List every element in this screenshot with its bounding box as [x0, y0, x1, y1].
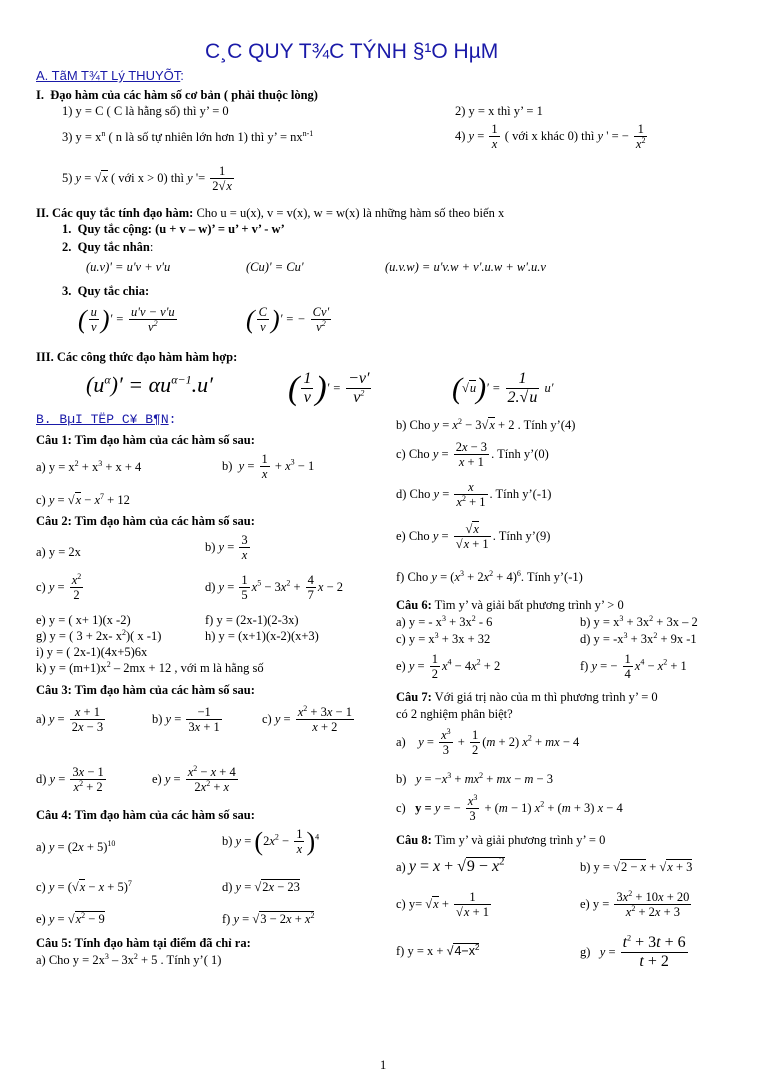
section-3-heading: III. Các công thức đạo hàm hàm hợp: — [36, 350, 238, 364]
q4-a: a) $y = (2x + 5)^{10}$ — [36, 838, 116, 854]
q3-d: d) y = $\frac{3x - 1}{x^2 + 2}$ — [36, 765, 104, 795]
q5-b: b) Cho $y = x^2 - 3√x + 2$ . Tính y’(4) — [396, 416, 576, 432]
q2-g: g) y = ( 3 + 2x- $x^2$)( x -1) — [36, 627, 162, 643]
q5-f: f) Cho $y = (x^3 + 2x^2 + 4)^6$. Tính y’(-1) — [396, 568, 583, 584]
q4-c: c) $y = (√x - x + 5)^7$ — [36, 878, 132, 894]
q3-a: a) y = $\frac{x + 1}{2x - 3}$ — [36, 705, 104, 735]
q7-desc-2: có 2 nghiệm phân biệt? — [396, 707, 513, 721]
q7-title: Câu 7: Với giá trị nào của m thì phương trình y’ = 0 — [396, 690, 658, 704]
q5-title: Câu 5: Tính đạo hàm tại điểm đã chỉ ra: — [36, 936, 251, 950]
quotient-formula-1: ( $\frac{u}{v}$ )′ = $\frac{u'v - v'u}{v^2}$ — [78, 304, 175, 335]
section-1-heading: I. Đạo hàm của các hàm số cơ bản ( phải thuộc lòng) — [36, 88, 318, 102]
rule-5: 5) y = √x ( với x > 0) thì y '= $\frac{1}{2√x}$ — [62, 164, 232, 194]
q2-d: d) y = $\frac{1}{5}$ $x^5 - 3x^2$ + $\frac{4}{7}$ x − 2 — [205, 573, 344, 603]
q4-title: Câu 4: Tìm đạo hàm của các hàm số sau: — [36, 808, 255, 822]
part-a-heading: A. TãM T¾T Lý THUYÕT: — [36, 68, 184, 83]
q3-e: e) y = $\frac{x^2 - x + 4}{2x^2 + x}$ — [152, 763, 236, 795]
chain-formula-reciprocal: ( $\frac{1}{v}$ )′ = $\frac{-v'}{v^2}$ — [288, 369, 370, 407]
q1-c: c) $y = √x - x^7 + 12$ — [36, 491, 130, 507]
q6-c: c) $y = x^3 + 3x + 32$ — [396, 630, 491, 646]
rule-2: 2) y = x thì y’ = 1 — [455, 104, 543, 118]
product-formula-2: (Cu)' = Cu' — [246, 260, 304, 274]
page-number: 1 — [380, 1058, 387, 1072]
q1-b: b) y = $\frac{1}{x}$ + $x^3 - 1$ — [222, 452, 315, 482]
quotient-formula-2: ( $\frac{C}{v}$ )′ = − $\frac{Cv'}{v^2}$ — [246, 304, 330, 335]
q5-c: c) Cho y = $\frac{2x - 3}{x + 1}$ . Tính y’(0) — [396, 440, 549, 470]
page-title: C¸C QUY T¾C TÝNH §¹O HµM — [205, 40, 499, 63]
q2-c: c) y = $\frac{x^2}{2}$ — [36, 571, 82, 603]
product-formula-3: (u.v.w) = u'v.w + v'.u.w + w'.u.v — [385, 260, 546, 274]
q7-c: c) y = y = − $\frac{x^3}{3}$ + (m − 1) $x^2 + (m + 3) x - 4$ — [396, 792, 623, 824]
q8-g: g) y = $\frac{t^2 + 3t + 6}{t + 2}$ — [580, 933, 686, 971]
q4-d: d) y = √2x − 23 — [222, 880, 300, 894]
q4-f: f) $y = √3 - 2x + x^2$ — [222, 910, 315, 926]
chain-formula-sqrt: (√u)′ = $\frac{1}{2.√u}$ u′ — [452, 370, 554, 407]
q6-f: f) y = − $\frac{1}{4}$ $x^4 - x^2 + 1$ — [580, 652, 687, 682]
q8-c: c) y= √x + $\frac{1}{√x + 1}$ — [396, 890, 490, 920]
q3-c: c) y = $\frac{x^2 + 3x - 1}{x + 2}$ — [262, 703, 352, 735]
q4-b: b) $y = (2x^2$ − $\frac{1}{x}$ )$^4$ — [222, 826, 320, 857]
chain-formula-power: $(u^\alpha)' = \alpha u^{\alpha-1}.u'$ — [86, 372, 213, 397]
product-formula-1: (u.v)' = u'v + v'u — [86, 260, 171, 274]
rule-product-heading: 2. Quy tắc nhân: — [62, 240, 154, 254]
q2-f: f) y = (2x-1)(2-3x) — [205, 613, 299, 627]
q8-b: b) y = √2 − x + √x + 3 — [580, 860, 693, 874]
q2-e: e) y = ( x+ 1)(x -2) — [36, 613, 131, 627]
q1-a: a) $y = x^2 + x^3 + x + 4$ — [36, 458, 142, 474]
rule-3: 3) $y = x^n$ ( n là số tự nhiên lớn hơn 1) thì y’ = $nx^{n-1}$ — [62, 128, 314, 144]
q6-e: e) y = $\frac{1}{2}$ $x^4 - 4x^2 + 2$ — [396, 652, 501, 682]
rule-sum: 1. Quy tắc cộng: (u + v – w)’ = u’ + v’ - w’ — [62, 222, 285, 236]
q4-e: e) $y = √x^2 - 9$ — [36, 910, 105, 926]
q2-i: i) y = ( 2x-1)(4x+5)6x — [36, 645, 148, 659]
q7-a: a) y = $\frac{x^3}{3}$ + $\frac{1}{2}$ (m + 2) $x^2$ + mx − 4 — [396, 726, 580, 758]
q6-title: Câu 6: Tìm y’ và giải bất phương trình y’ > 0 — [396, 598, 624, 612]
rule-quotient-heading: 3. Quy tắc chia: — [62, 284, 150, 298]
q7-b: b) $y = -x^3 + mx^2$ + mx − m − 3 — [396, 770, 553, 786]
q3-b: b) y = $\frac{-1}{3x + 1}$ — [152, 705, 220, 735]
q5-a: a) Cho $y = 2x^3 - 3x^2 + 5$ . Tính y’( 1) — [36, 951, 222, 967]
q2-a: a) y = 2x — [36, 545, 81, 559]
q6-d: d) $y = -x^3 + 3x^2 + 9x$ -1 — [580, 630, 697, 646]
rule-1: 1) y = C ( C là hằng số) thì y’ = 0 — [62, 104, 229, 118]
q2-k: k) $y = (m+1)x^2 - 2mx + 12$ , với m là hằng số — [36, 659, 264, 675]
section-2-heading: II. Các quy tắc tính đạo hàm: Cho u = u(x), v = v(x), w = w(x) là những hàm số theo biến x — [36, 206, 505, 220]
q5-e: e) Cho y = $\frac{√x}{√x + 1}$ . Tính y’(9) — [396, 522, 551, 552]
q8-title: Câu 8: Tìm y’ và giải phương trình y’ = 0 — [396, 833, 606, 847]
rule-4: 4) y = $\frac{1}{x}$ ( với x khác 0) thì y ' = − $\frac{1}{x^2}$ — [455, 122, 646, 152]
q3-title: Câu 3: Tìm đạo hàm của các hàm số sau: — [36, 683, 255, 697]
q8-a: a) $y = x + √9 - x^2$ — [396, 855, 505, 875]
q2-h: h) y = (x+1)(x-2)(x+3) — [205, 629, 319, 643]
q2-b: b) y = $\frac{3}{x}$ — [205, 533, 248, 563]
q8-e: e) y = $\frac{3x^2 + 10x + 20}{x^2 + 2x + 3}$ — [580, 888, 690, 920]
q6-b: b) $y = x^3 + 3x^2 + 3x - 2$ — [580, 613, 698, 629]
q6-a: a) y = - $x^3 + 3x^2 - 6$ — [396, 613, 493, 629]
part-b-heading: B. BµI TËP C¥ B¶N: — [36, 412, 177, 427]
q2-title: Câu 2: Tìm đạo hàm của các hàm số sau: — [36, 514, 255, 528]
q8-f: f) $y = x + √4-x^2$ — [396, 942, 480, 958]
q1-title: Câu 1: Tìm đạo hàm của các hàm số sau: — [36, 433, 255, 447]
q5-d: d) Cho y = $\frac{x}{x^2 + 1}$ . Tính y’(-1) — [396, 480, 552, 510]
